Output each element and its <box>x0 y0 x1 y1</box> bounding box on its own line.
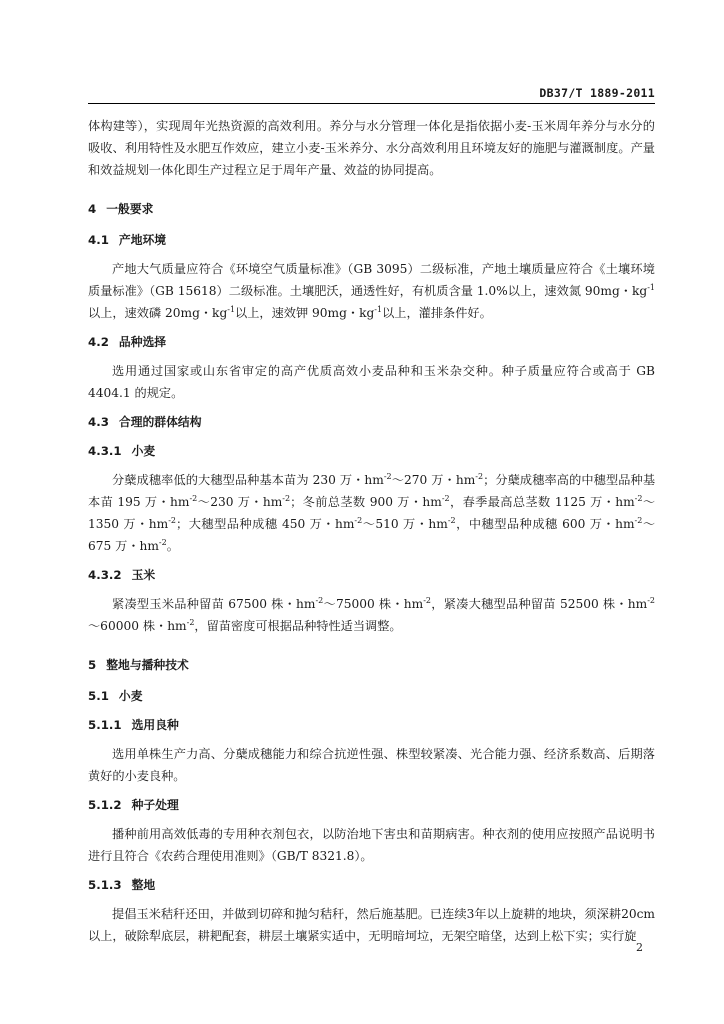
section-5-1-1-paragraph: 选用单株生产力高、分蘖成穗能力和综合抗逆性强、株型较紧凑、光合能力强、经济系数高、后期落黄好的小麦良种。 <box>88 747 655 783</box>
section-5-1-2-heading <box>88 794 655 816</box>
section-title: 种子处理 <box>131 798 179 812</box>
section-title: 整地 <box>131 878 156 892</box>
section-4-3-2-heading <box>88 564 655 586</box>
section-5-1-3-heading <box>88 874 655 896</box>
section-number: 4.3.1 <box>88 444 122 458</box>
section-title: 玉米 <box>131 568 156 582</box>
document-id: DB37/T 1889-2011 <box>539 86 655 100</box>
section-number: 4.2 <box>88 335 109 349</box>
section-number: 5.1.1 <box>88 718 122 732</box>
section-number: 5 <box>88 658 97 672</box>
section-title: 产地环境 <box>118 233 167 247</box>
section-title: 一般要求 <box>106 202 154 216</box>
page-number: 2 <box>636 941 643 954</box>
section-number: 5.1.2 <box>88 798 122 812</box>
section-4-3-1-paragraph: 分蘖成穗率低的大穗型品种基本苗为 230 万・$hm^{-2}\sim 270$ 万・$hm^{-2}$；分蘖成穗率高的中穗型品种基本苗 195 万・$hm^{-2}\sim 230$ 万・$hm^{-2}$；冬前总茎数 900 万・$hm^{-2}$，春季最高总茎数 1125 万・$hm^{-2}\sim 1350$ 万・$hm^{-2}$；大穗型品种成穗 450 万・$hm^{-2}\sim 510$ 万・$hm^{-2}$，中穗型品种成穗 600 万・$hm^{-2}\sim 675$ 万・$hm^{-2}$。 <box>88 472 656 553</box>
section-5-1-3-paragraph: 提倡玉米秸秆还田，并做到切碎和抛匀秸秆，然后施基肥。已连续3年以上旋耕的地块，须深耕20cm以上，破除犁底层，耕耙配套，耕层土壤紧实适中，无明暗坷垃，无架空暗垡，达到上松下实；实行旋 <box>88 907 655 943</box>
section-number: 4.3.2 <box>88 568 122 582</box>
section-number: 4 <box>88 202 97 216</box>
section-4-3-1-heading <box>88 440 655 462</box>
section-title: 小麦 <box>118 689 143 703</box>
section-title: 合理的群体结构 <box>118 415 202 429</box>
section-title: 品种选择 <box>118 335 167 349</box>
page-body <box>88 115 655 947</box>
section-4-1-heading <box>88 229 655 251</box>
section-number: 5.1 <box>88 689 109 703</box>
header-divider <box>88 103 655 104</box>
section-4-3-2-paragraph: 紧凑型玉米品种留苗 67500 株・$hm^{-2}\sim 75000$ 株・$hm^{-2}$，紧凑大穗型品种留苗 52500 株・$hm^{-2}\sim 60000$ 株・$hm^{-2}$，留苗密度可根据品种特性适当调整。 <box>88 596 655 633</box>
section-4-1-paragraph: 产地大气质量应符合《环境空气质量标准》（GB 3095）二级标准，产地土壤质量应符合《土壤环境质量标准》（GB 15618）二级标准。土壤肥沃，通透性好，有机质含量 1.0%以上，速效氮 90mg・$kg^{-1}$以上，速效磷 20mg・$kg^{-1}$以上，速效钾 90mg・$kg^{-1}$以上，灌排条件好。 <box>88 262 655 320</box>
section-title: 整地与播种技术 <box>106 658 189 672</box>
section-title: 选用良种 <box>131 718 179 732</box>
section-4-2-heading <box>88 331 655 353</box>
section-5-heading <box>88 654 655 676</box>
intro-paragraph: 体构建等），实现周年光热资源的高效利用。养分与水分管理一体化是指依据小麦-玉米周年养分与水分的吸收、利用特性及水肥互作效应，建立小麦-玉米养分、水分高效利用且环境友好的施肥与灌溉制度。产量和效益规划一体化即生产过程立足于周年产量、效益的协同提高。 <box>88 119 655 177</box>
section-number: 4.1 <box>88 233 109 247</box>
section-title: 小麦 <box>131 444 156 458</box>
section-number: 5.1.3 <box>88 878 122 892</box>
section-4-heading <box>88 198 655 220</box>
section-5-1-2-paragraph: 播种前用高效低毒的专用种衣剂包衣，以防治地下害虫和苗期病害。种衣剂的使用应按照产品说明书进行且符合《农药合理使用准则》（GB/T 8321.8）。 <box>88 827 655 863</box>
section-5-1-1-heading <box>88 714 655 736</box>
section-5-1-heading <box>88 685 655 707</box>
section-4-3-heading <box>88 411 655 433</box>
section-4-2-paragraph: 选用通过国家或山东省审定的高产优质高效小麦品种和玉米杂交种。种子质量应符合或高于 GB 4404.1 的规定。 <box>88 364 655 400</box>
section-number: 4.3 <box>88 415 109 429</box>
